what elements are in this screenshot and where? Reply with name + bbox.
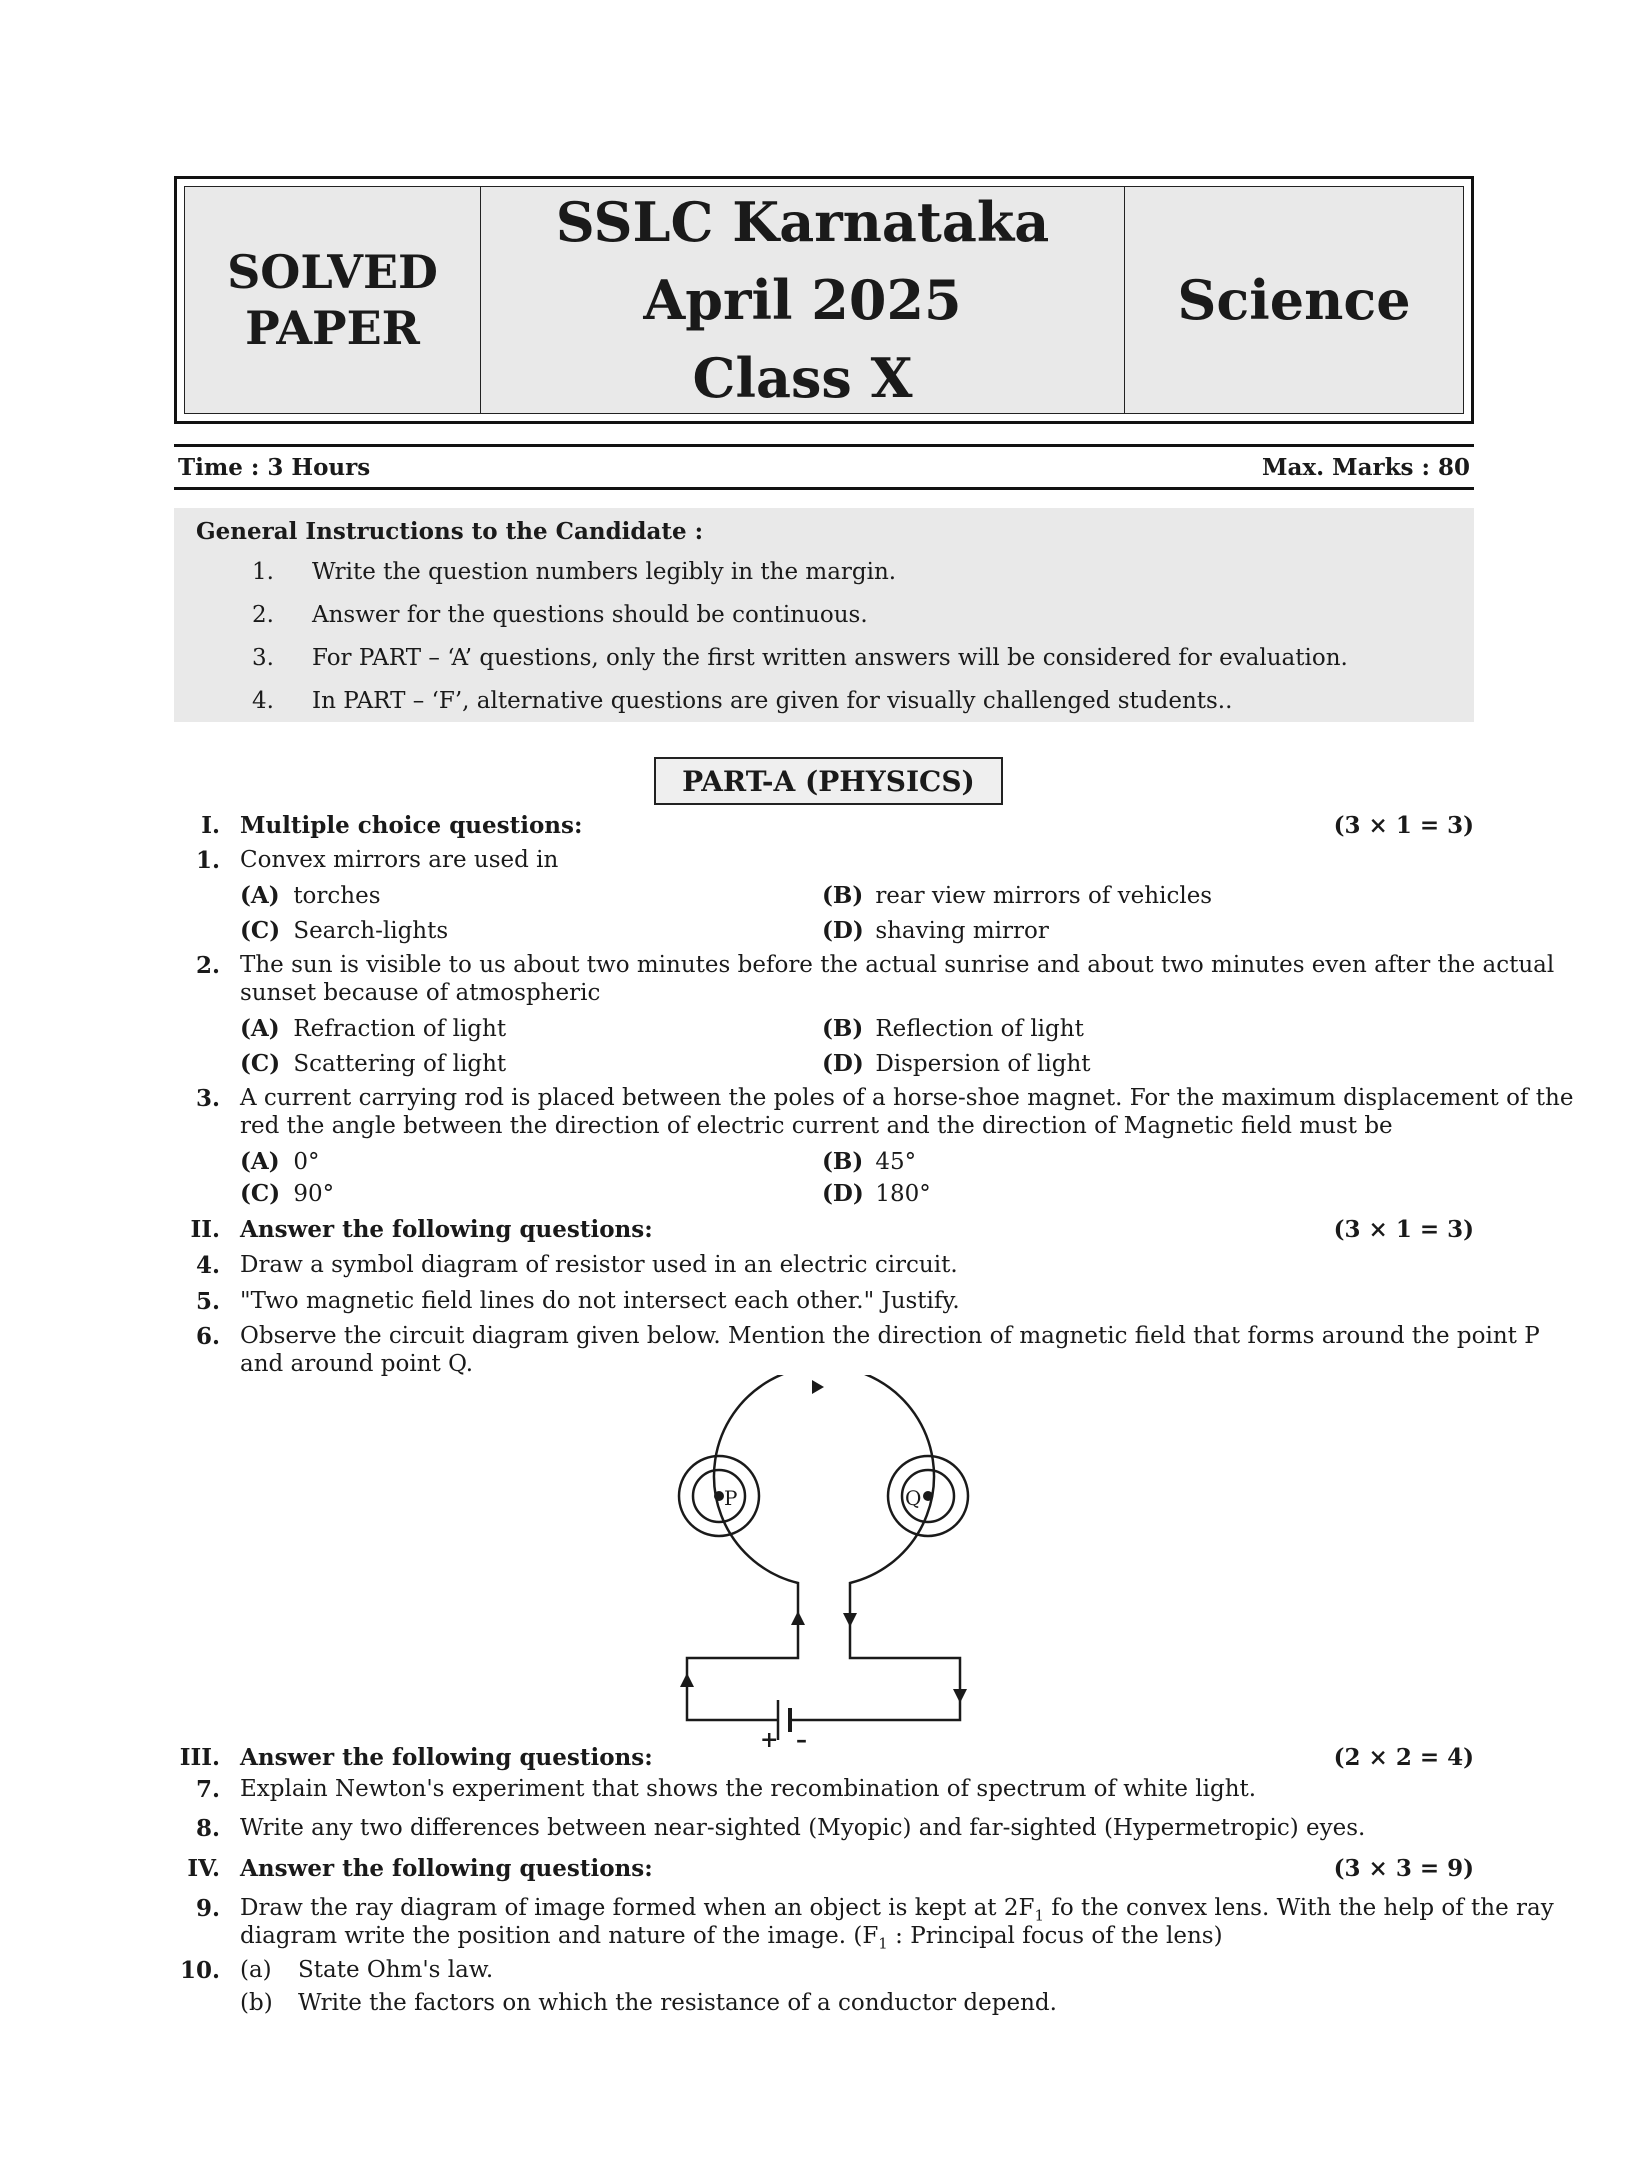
question-number: 2. — [195, 952, 220, 979]
option-c — [240, 1050, 506, 1077]
part-a-heading: PART-A (PHYSICS) — [654, 757, 1003, 805]
arrow-left-wire-up — [680, 1673, 694, 1687]
option-d — [822, 1180, 931, 1207]
option-text: 90° — [293, 1181, 335, 1207]
option-a — [240, 882, 381, 909]
option-text: Scattering of light — [293, 1051, 507, 1077]
subpart-text: State Ohm's law. — [298, 1957, 494, 1983]
q9-text-part: fo the convex lens. With the help of the ray — [1044, 1895, 1554, 1921]
option-text: torches — [293, 883, 381, 909]
option-d — [822, 1050, 1091, 1077]
subscript: 1 — [878, 1934, 888, 1953]
question-number: 8. — [195, 1815, 220, 1842]
question-number: 10. — [179, 1957, 220, 1984]
current-loop — [714, 1375, 934, 1593]
instruction-number: 2. — [252, 602, 274, 628]
question-number: 5. — [195, 1288, 220, 1315]
option-text: rear view mirrors of vehicles — [875, 883, 1213, 909]
option-b — [822, 882, 1212, 909]
option-text: shaving mirror — [875, 918, 1049, 944]
arrow-top — [812, 1380, 824, 1394]
option-b — [822, 1148, 916, 1175]
section-number: II. — [190, 1216, 220, 1243]
option-label: (B) — [822, 882, 864, 909]
arrow-left-up — [791, 1611, 805, 1625]
section-marks: (3 × 1 = 3) — [1333, 812, 1474, 839]
instruction-text: Answer for the questions should be continuous. — [312, 602, 868, 628]
option-label: (B) — [822, 1015, 864, 1042]
question-text: Observe the circuit diagram given below. Mention the direction of magnetic field that forms around the point P — [240, 1323, 1540, 1349]
option-label: (C) — [240, 1180, 281, 1207]
option-a — [240, 1015, 506, 1042]
title-box-inner — [184, 186, 1464, 414]
question-text: A current carrying rod is placed between the poles of a horse-shoe magnet. For the maximum displacement of the — [240, 1085, 1574, 1111]
question-text-cont: sunset because of atmospheric — [240, 980, 601, 1006]
option-text: Reflection of light — [875, 1016, 1084, 1042]
section-number: III. — [179, 1744, 220, 1771]
option-a — [240, 1148, 319, 1175]
arrow-right-wire-down — [953, 1689, 967, 1703]
question-number: 4. — [195, 1252, 220, 1279]
question-text-cont: and around point Q. — [240, 1351, 474, 1377]
section-title: Answer the following questions: — [240, 1855, 653, 1882]
subpart-label: (b) — [240, 1990, 273, 2016]
instruction-number: 4. — [252, 688, 274, 714]
exam-class: Class X — [692, 346, 913, 410]
instruction-item — [186, 602, 1462, 645]
exam-board: SSLC Karnataka — [555, 190, 1050, 254]
instruction-text: For PART – ‘A’ questions, only the first written answers will be considered for evaluation. — [312, 645, 1348, 671]
question-text: The sun is visible to us about two minutes before the actual sunrise and about two minutes even after the actual — [240, 952, 1555, 978]
option-label: (A) — [240, 1015, 280, 1042]
option-label: (A) — [240, 1148, 280, 1175]
question-text: Draw a symbol diagram of resistor used in an electric circuit. — [240, 1252, 958, 1278]
circuit-diagram — [660, 1375, 1000, 1750]
question-text: "Two magnetic field lines do not intersect each other." Justify. — [240, 1288, 960, 1314]
option-text: 45° — [875, 1149, 917, 1175]
section-title: Answer the following questions: — [240, 1744, 653, 1771]
option-text: Refraction of light — [293, 1016, 507, 1042]
section-number: IV. — [187, 1855, 220, 1882]
instruction-number: 3. — [252, 645, 274, 671]
option-label: (D) — [822, 917, 864, 944]
max-marks-label: Max. Marks : 80 — [1262, 453, 1470, 481]
instruction-item — [186, 688, 1462, 731]
subpart-label: (a) — [240, 1957, 272, 1983]
option-label: (D) — [822, 1050, 864, 1077]
subscript: 1 — [1034, 1906, 1045, 1925]
option-label: (A) — [240, 882, 280, 909]
subpart-text: Write the factors on which the resistance of a conductor depend. — [298, 1990, 1057, 2016]
question-number: 6. — [195, 1323, 220, 1350]
section-title: Multiple choice questions: — [240, 812, 583, 839]
instruction-text: In PART – ‘F’, alternative questions are given for visually challenged students.. — [312, 688, 1233, 714]
section-marks: (3 × 1 = 3) — [1333, 1216, 1474, 1243]
option-c — [240, 917, 448, 944]
solved-paper-label — [185, 187, 481, 413]
option-text: 0° — [293, 1149, 320, 1175]
exam-date: April 2025 — [643, 268, 962, 332]
general-instructions — [174, 508, 1474, 722]
paper-text: PAPER — [245, 301, 420, 355]
question-text: Convex mirrors are used in — [240, 847, 559, 873]
instruction-item — [186, 559, 1462, 602]
q9-text-part: diagram write the position and nature of the image. (F — [240, 1923, 879, 1949]
section-title: Answer the following questions: — [240, 1216, 653, 1243]
instruction-number: 1. — [252, 559, 274, 585]
option-label: (C) — [240, 1050, 281, 1077]
question-number: 3. — [195, 1085, 220, 1112]
instruction-text: Write the question numbers legibly in the margin. — [312, 559, 897, 585]
section-marks: (3 × 3 = 9) — [1333, 1855, 1474, 1882]
question-text-cont: red the angle between the direction of electric current and the direction of Magnetic field must be — [240, 1113, 1393, 1139]
battery-minus: – — [796, 1727, 807, 1750]
option-label: (C) — [240, 917, 281, 944]
option-d — [822, 917, 1049, 944]
question-text — [240, 1895, 1554, 1925]
point-q-dot — [923, 1491, 933, 1501]
option-text: Dispersion of light — [875, 1051, 1091, 1077]
right-wire — [810, 1593, 960, 1720]
q9-text-part: : Principal focus of the lens) — [887, 1923, 1223, 1949]
instructions-title: General Instructions to the Candidate : — [196, 518, 704, 545]
option-text: 180° — [875, 1181, 931, 1207]
question-text: Write any two differences between near-sighted (Myopic) and far-sighted (Hypermetropic) eyes. — [240, 1815, 1366, 1841]
section-marks: (2 × 2 = 4) — [1333, 1744, 1474, 1771]
point-p-dot — [714, 1491, 724, 1501]
section-number: I. — [201, 812, 220, 839]
option-text: Search-lights — [293, 918, 449, 944]
option-label: (D) — [822, 1180, 864, 1207]
question-number: 9. — [195, 1895, 220, 1922]
question-text: Explain Newton's experiment that shows the recombination of spectrum of white light. — [240, 1776, 1257, 1802]
option-b — [822, 1015, 1084, 1042]
q9-text-part: Draw the ray diagram of image formed when an object is kept at 2F — [240, 1895, 1035, 1921]
exam-title — [481, 187, 1125, 413]
label-p: P — [724, 1486, 738, 1510]
question-number: 7. — [195, 1776, 220, 1803]
title-box — [174, 176, 1474, 424]
solved-text: SOLVED — [227, 245, 438, 299]
question-number: 1. — [195, 847, 220, 874]
time-label: Time : 3 Hours — [178, 453, 371, 481]
label-q: Q — [905, 1486, 922, 1510]
battery-plus: + — [760, 1727, 779, 1750]
time-marks-bar — [174, 444, 1474, 490]
option-label: (B) — [822, 1148, 864, 1175]
instruction-item — [186, 645, 1462, 688]
option-c — [240, 1180, 334, 1207]
subject-label: Science — [1177, 268, 1411, 332]
left-wire — [687, 1593, 798, 1720]
arrow-right-down — [843, 1613, 857, 1627]
question-text-cont — [240, 1923, 1223, 1953]
